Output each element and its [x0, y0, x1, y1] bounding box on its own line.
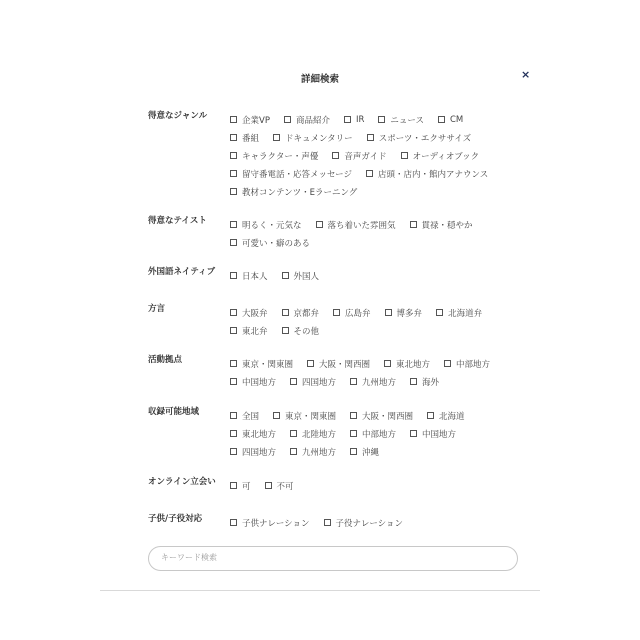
checkbox[interactable]	[427, 412, 434, 419]
filter-option-line	[230, 370, 530, 388]
filter-option-label: 九州地方	[362, 377, 397, 388]
filter-option[interactable]	[230, 219, 302, 231]
checkbox[interactable]	[316, 221, 323, 228]
filter-option[interactable]	[230, 517, 310, 529]
filter-option[interactable]	[344, 115, 364, 125]
filter-option[interactable]	[385, 307, 423, 319]
filter-option-line	[230, 440, 530, 458]
filter-option-label: その他	[293, 326, 320, 337]
checkbox[interactable]	[230, 327, 237, 334]
filter-option-label: 京都弁	[293, 308, 320, 319]
filter-option[interactable]	[230, 132, 259, 144]
filter-section-label: 得意なジャンル	[148, 111, 208, 121]
filter-option-label: ドキュメンタリー	[285, 133, 353, 144]
filter-option[interactable]	[230, 186, 357, 198]
filter-option[interactable]	[350, 376, 396, 388]
filter-option-label: 全国	[242, 411, 260, 422]
checkbox[interactable]	[438, 116, 445, 123]
filter-option-line	[230, 126, 530, 144]
checkbox[interactable]	[367, 134, 374, 141]
filter-option-label: 店頭・店内・館内アナウンス	[378, 169, 489, 180]
filter-option[interactable]	[438, 115, 463, 125]
filter-option-label: 子役ナレーション	[335, 518, 403, 529]
filter-option-line	[230, 404, 530, 422]
checkbox[interactable]	[350, 412, 357, 419]
checkbox[interactable]	[230, 116, 237, 123]
filter-option[interactable]	[401, 150, 479, 162]
filter-option-line	[230, 264, 530, 282]
checkbox[interactable]	[230, 239, 237, 246]
filter-options	[230, 301, 530, 337]
filter-section-label: 外国語ネイティブ	[148, 267, 216, 277]
checkbox[interactable]	[366, 170, 373, 177]
filter-option-label: 海外	[422, 377, 440, 388]
filter-option-label: 北海道	[439, 411, 465, 422]
checkbox[interactable]	[333, 309, 340, 316]
checkbox[interactable]	[230, 412, 237, 419]
filter-option-line	[230, 108, 530, 126]
filter-option[interactable]	[378, 114, 424, 126]
filter-section-label: 収録可能地域	[148, 407, 200, 417]
filter-option[interactable]	[230, 428, 276, 440]
keyword-search-box[interactable]	[148, 546, 518, 571]
checkbox[interactable]	[230, 430, 237, 437]
filter-option[interactable]	[367, 132, 471, 144]
filter-option-label: 可	[242, 481, 251, 492]
checkbox[interactable]	[324, 519, 331, 526]
filter-options	[230, 108, 530, 198]
filter-option[interactable]	[290, 428, 336, 440]
filter-option-line	[230, 144, 530, 162]
filter-option-label: 四国地方	[302, 377, 337, 388]
filter-options	[230, 474, 530, 492]
close-icon[interactable]: ×	[521, 68, 531, 81]
filter-option-label: 可愛い・癖のある	[242, 238, 311, 249]
filter-option[interactable]	[332, 150, 386, 162]
filter-option-label: 九州地方	[302, 447, 337, 458]
checkbox[interactable]	[230, 170, 237, 177]
filter-option-label: 大阪・関西圏	[362, 411, 414, 422]
checkbox[interactable]	[230, 360, 237, 367]
filter-option-label: 子供ナレーション	[242, 518, 310, 529]
filter-option-label: 番組	[242, 133, 260, 144]
filter-option[interactable]	[230, 237, 310, 249]
filter-options	[230, 264, 530, 282]
filter-option[interactable]	[427, 410, 465, 422]
filter-option[interactable]	[384, 358, 430, 370]
filter-option[interactable]	[230, 114, 270, 126]
checkbox[interactable]	[273, 412, 280, 419]
checkbox[interactable]	[230, 221, 237, 228]
filter-option[interactable]	[282, 325, 320, 337]
filter-option[interactable]	[350, 446, 379, 458]
filter-option[interactable]	[273, 132, 353, 144]
filter-option-label: 博多弁	[396, 308, 423, 319]
filter-option-line	[230, 422, 530, 440]
filter-option[interactable]	[290, 446, 336, 458]
checkbox[interactable]	[350, 430, 357, 437]
checkbox[interactable]	[332, 152, 339, 159]
filter-option[interactable]	[230, 325, 268, 337]
filter-option-label: 落ち着いた雰囲気	[327, 220, 396, 231]
checkbox[interactable]	[230, 272, 237, 279]
filter-option-label: 北陸地方	[302, 429, 337, 440]
filter-option[interactable]	[410, 376, 439, 388]
filter-option[interactable]	[350, 428, 396, 440]
filter-option-line	[230, 352, 530, 370]
filter-option-label: 東北地方	[396, 359, 431, 370]
filter-option-label: 東北地方	[242, 429, 277, 440]
checkbox[interactable]	[384, 360, 391, 367]
filter-option[interactable]	[282, 307, 320, 319]
checkbox[interactable]	[444, 360, 451, 367]
filter-option-label: 東京・関東圏	[242, 359, 294, 370]
filter-option-label: 貫禄・穏やか	[421, 220, 473, 231]
filter-option[interactable]	[230, 150, 318, 162]
checkbox[interactable]	[230, 448, 237, 455]
filter-option-label: 北海道弁	[448, 308, 483, 319]
filter-section-label: 得意なテイスト	[148, 216, 207, 226]
filter-option-line	[230, 511, 530, 529]
filter-option-line	[230, 474, 530, 492]
filter-option[interactable]	[410, 219, 473, 231]
filter-section-label: 方言	[148, 304, 166, 314]
checkbox[interactable]	[290, 430, 297, 437]
filter-option-label: 中国地方	[422, 429, 457, 440]
filter-option[interactable]	[282, 270, 320, 282]
filter-option-label: 明るく・元気な	[242, 220, 302, 231]
checkbox[interactable]	[410, 221, 417, 228]
filter-option-label: 中部地方	[456, 359, 491, 370]
checkbox[interactable]	[230, 309, 237, 316]
filter-option[interactable]	[230, 307, 268, 319]
filter-option-label: 音声ガイド	[344, 151, 387, 162]
filter-option-label: オーディオブック	[412, 151, 480, 162]
filter-options	[230, 213, 530, 249]
filter-option[interactable]	[273, 410, 336, 422]
filter-option[interactable]	[324, 517, 404, 529]
filter-option-label: 中国地方	[242, 377, 277, 388]
filter-option[interactable]	[366, 168, 488, 180]
filter-option-label: 東北弁	[242, 326, 268, 337]
checkbox[interactable]	[230, 519, 237, 526]
filter-option-label: 四国地方	[242, 447, 277, 458]
checkbox[interactable]	[436, 309, 443, 316]
filter-option-label: キャラクター・声優	[242, 151, 319, 162]
checkbox[interactable]	[290, 448, 297, 455]
checkbox[interactable]	[273, 134, 280, 141]
checkbox[interactable]	[265, 482, 272, 489]
checkbox[interactable]	[410, 378, 417, 385]
filter-option-line	[230, 162, 530, 180]
checkbox[interactable]	[350, 378, 357, 385]
checkbox[interactable]	[378, 116, 385, 123]
filter-option-label: 教材コンテンツ・Eラーニング	[242, 187, 358, 198]
filter-option-label: 商品紹介	[295, 115, 330, 126]
filter-option-label: 留守番電話・応答メッセージ	[242, 169, 352, 180]
filter-option[interactable]	[436, 307, 482, 319]
filter-option-label: スポーツ・エクササイズ	[378, 133, 472, 144]
filter-options	[230, 352, 530, 388]
checkbox[interactable]	[401, 152, 408, 159]
filter-option-line	[230, 213, 530, 231]
checkbox[interactable]	[230, 482, 237, 489]
filter-option-label: 不可	[276, 481, 294, 492]
filter-option[interactable]	[316, 219, 396, 231]
checkbox[interactable]	[385, 309, 392, 316]
filter-option[interactable]	[290, 376, 336, 388]
filter-section-label: 子供/子役対応	[148, 514, 203, 524]
filter-option-label: 企業VP	[242, 115, 270, 126]
filter-option-label: 中部地方	[362, 429, 397, 440]
filter-option[interactable]	[410, 428, 456, 440]
checkbox[interactable]	[282, 309, 289, 316]
filter-option-line	[230, 301, 530, 319]
filter-option[interactable]	[307, 358, 370, 370]
filter-option-line	[230, 180, 530, 198]
checkbox[interactable]	[307, 360, 314, 367]
filter-options	[230, 404, 530, 458]
keyword-search-input[interactable]	[161, 553, 501, 562]
filter-option[interactable]	[444, 358, 490, 370]
filter-option[interactable]	[230, 270, 268, 282]
filter-option-label: ニュース	[390, 115, 424, 126]
filter-option-label: IR	[355, 114, 365, 125]
filter-option-label: 東京・関東圏	[285, 411, 337, 422]
filter-option-label: 大阪・関西圏	[319, 359, 371, 370]
modal-title: 詳細検索	[300, 74, 339, 85]
filter-option-label: 日本人	[242, 271, 268, 282]
checkbox[interactable]	[284, 116, 291, 123]
filter-option[interactable]	[265, 480, 294, 492]
filter-option[interactable]	[284, 114, 330, 126]
filter-option-label: 大阪弁	[242, 308, 268, 319]
filter-option[interactable]	[230, 480, 251, 492]
checkbox[interactable]	[282, 327, 289, 334]
checkbox[interactable]	[230, 134, 237, 141]
search-modal	[100, 60, 540, 591]
checkbox[interactable]	[350, 448, 357, 455]
checkbox[interactable]	[410, 430, 417, 437]
filter-option[interactable]	[230, 376, 276, 388]
filter-options	[230, 511, 530, 529]
filter-option[interactable]	[350, 410, 413, 422]
filter-section-label: オンライン立会い	[148, 477, 216, 487]
filter-option-label: 広島弁	[345, 308, 371, 319]
filter-option[interactable]	[333, 307, 371, 319]
filter-option-label: 外国人	[293, 271, 320, 282]
filter-option-label: CM	[449, 114, 464, 125]
filter-option[interactable]	[230, 410, 259, 422]
checkbox[interactable]	[230, 188, 237, 195]
filter-section-label: 活動拠点	[148, 355, 183, 365]
filter-option[interactable]	[230, 358, 293, 370]
checkbox[interactable]	[344, 116, 351, 123]
filter-option-line	[230, 319, 530, 337]
checkbox[interactable]	[230, 378, 237, 385]
checkbox[interactable]	[230, 152, 237, 159]
checkbox[interactable]	[282, 272, 289, 279]
filter-option[interactable]	[230, 446, 276, 458]
filter-option-label: 沖縄	[362, 447, 380, 458]
checkbox[interactable]	[290, 378, 297, 385]
filter-option-line	[230, 231, 530, 249]
filter-option[interactable]	[230, 168, 352, 180]
